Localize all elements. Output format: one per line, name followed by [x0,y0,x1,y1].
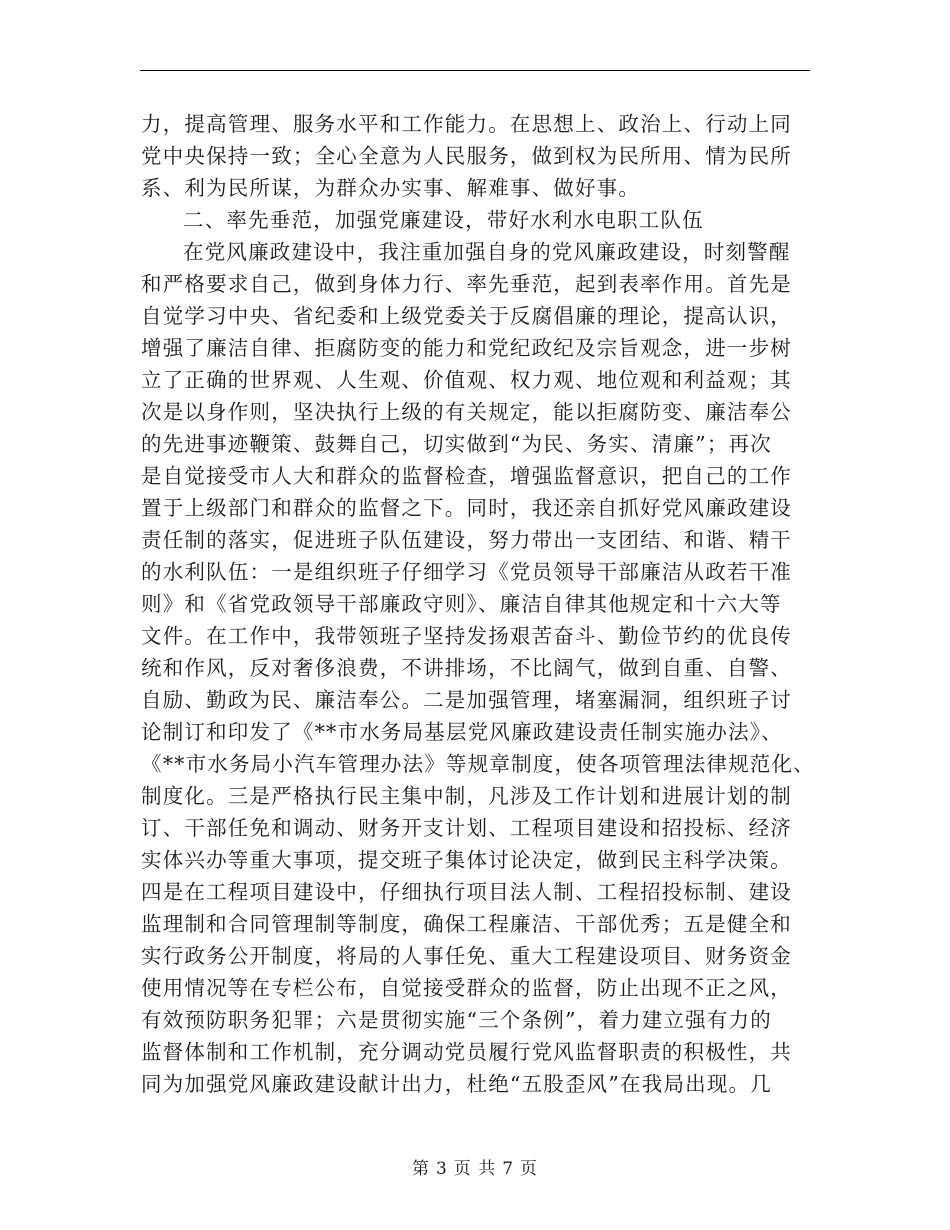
text-line: 统和作风，反对奢侈浪费，不讲排场，不比阔气，做到自重、自警、 [141,656,792,680]
text-line: 是自觉接受市人大和群众的监督检查，增强监督意识，把自己的工作 [141,464,792,488]
text-line: 监督体制和工作机制，充分调动党员履行党风监督职责的积极性，共 [141,1040,792,1064]
text-line: 实行政务公开制度，将局的人事任免、重大工程建设项目、财务资金 [141,944,792,968]
footer-current-page: 3 [435,1159,448,1179]
footer-prefix: 第 [411,1159,430,1179]
text-line: 文件。在工作中，我带领班子坚持发扬艰苦奋斗、勤俭节约的优良传 [141,624,792,648]
text-line: 使用情况等在专栏公布，自觉接受群众的监督，防止出现不正之风， [141,976,792,1000]
footer-total-pages: 7 [502,1159,515,1179]
text-line: 责任制的落实，促进班子队伍建设，努力带出一支团结、和谐、精干 [141,528,792,552]
text-line: 立了正确的世界观、人生观、价值观、权力观、地位观和利益观；其 [141,368,792,392]
text-line: 力，提高管理、服务水平和工作能力。在思想上、政治上、行动上同 [141,112,792,136]
header-rule [140,70,810,71]
text-line: 四是在工程项目建设中，仔细执行项目法人制、工程招投标制、建设 [141,880,792,904]
text-line: 的水利队伍：一是组织班子仔细学习《党员领导干部廉洁从政若干准 [141,560,792,584]
text-line: 置于上级部门和群众的监督之下。同时，我还亲自抓好党风廉政建设 [141,496,792,520]
text-line: 党中央保持一致；全心全意为人民服务，做到权为民所用、情为民所 [141,144,792,168]
text-line: 实体兴办等重大事项，提交班子集体讨论决定，做到民主科学决策。 [141,848,792,872]
text-line: 有效预防职务犯罪；六是贯彻实施“三个条例”，着力建立强有力的 [141,1008,772,1032]
text-line: 的先进事迹鞭策、鼓舞自己，切实做到“为民、务实、清廉”；再次 [141,432,772,456]
footer-suffix: 页 [520,1159,539,1179]
text-line: 自励、勤政为民、廉洁奉公。二是加强管理，堵塞漏洞，组织班子讨 [141,688,792,712]
text-line: 和严格要求自己，做到身体力行、率先垂范，起到表率作用。首先是 [141,272,792,296]
text-line: 订、干部任免和调动、财务开支计划、工程项目建设和招投标、经济 [141,816,792,840]
text-line: 自觉学习中央、省纪委和上级党委关于反腐倡廉的理论，提高认识， [141,304,792,328]
text-line: 《**市水务局小汽车管理办法》等规章制度，使各项管理法律规范化、 [141,752,815,776]
text-line: 二、率先垂范，加强党廉建设，带好水利水电职工队伍 [183,208,704,232]
text-line: 制度化。三是严格执行民主集中制，凡涉及工作计划和进展计划的制 [141,784,792,808]
text-line: 系、利为民所谋，为群众办实事、解难事、做好事。 [141,176,641,200]
text-line: 次是以身作则，坚决执行上级的有关规定，能以拒腐防变、廉洁奉公 [141,400,792,424]
text-line: 监理制和合同管理制等制度，确保工程廉洁、干部优秀；五是健全和 [141,912,792,936]
document-body [141,108,813,1100]
text-line: 在党风廉政建设中，我注重加强自身的党风廉政建设，时刻警醒 [183,240,791,264]
text-line: 则》和《省党政领导干部廉政守则》、廉洁自律其他规定和十六大等 [141,592,782,616]
footer-middle: 页 共 [453,1159,497,1179]
text-line: 同为加强党风廉政建设献计出力，杜绝“五股歪风”在我局出现。几 [141,1072,772,1096]
text-line: 论制订和印发了《**市水务局基层党风廉政建设责任制实施办法》、 [141,720,783,744]
text-line: 增强了廉洁自律、拒腐防变的能力和党纪政纪及宗旨观念，进一步树 [141,336,792,360]
page-footer [0,1154,950,1179]
